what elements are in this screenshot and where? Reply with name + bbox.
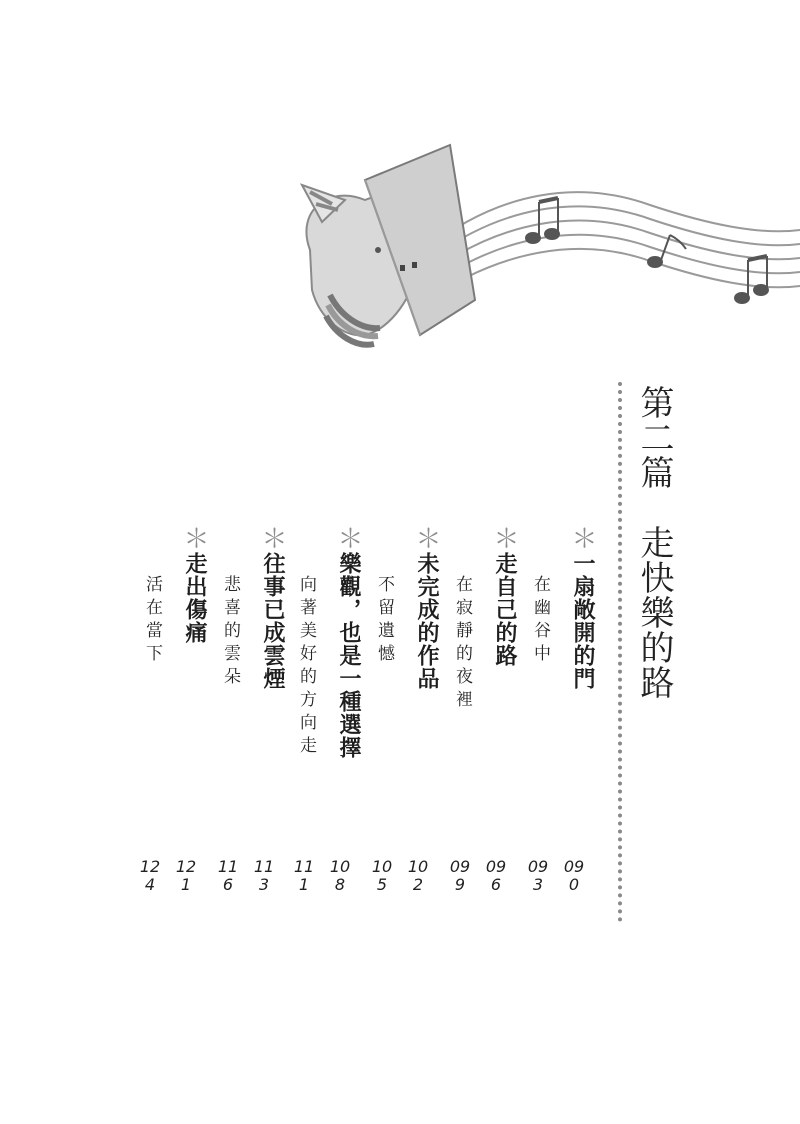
toc-entry-title: 走自己的路	[492, 552, 517, 667]
toc-subentry: 活在當下	[142, 575, 162, 667]
toc-subentry: 向著美好的方向走	[296, 575, 316, 759]
page-number: 108	[329, 857, 351, 894]
page-number: 124	[139, 857, 161, 894]
toc-entry	[486, 525, 523, 667]
page-number: 113	[253, 857, 275, 894]
toc-entry-title: 一扇敞開的門	[570, 552, 595, 690]
page-number: 111	[293, 857, 315, 894]
page-number: 105	[371, 857, 393, 894]
page-number: 121	[175, 857, 197, 894]
asterisk-icon: ＊	[489, 525, 519, 552]
toc-entry-title: 樂觀，也是一種選擇	[336, 552, 361, 759]
page-number: 090	[563, 857, 585, 894]
page-number: 102	[407, 857, 429, 894]
asterisk-icon: ＊	[567, 525, 597, 552]
music-staff	[425, 192, 800, 302]
toc-entry	[176, 525, 213, 644]
toc-entry	[564, 525, 601, 690]
page-number: 099	[449, 857, 471, 894]
elephant-music-illustration	[250, 130, 800, 370]
page-number: 116	[217, 857, 239, 894]
toc-entry	[408, 525, 445, 690]
asterisk-icon: ＊	[411, 525, 441, 552]
toc-subentry: 在寂靜的夜裡	[452, 575, 472, 713]
toc-entry-title: 走出傷痛	[182, 552, 207, 644]
toc-subentry: 悲喜的雲朵	[220, 575, 240, 690]
toc-entry	[254, 525, 291, 690]
toc-entry-title: 未完成的作品	[414, 552, 439, 690]
asterisk-icon: ＊	[179, 525, 209, 552]
toc-subentry: 在幽谷中	[530, 575, 550, 667]
part-title: 第二篇 走快樂的路	[634, 385, 674, 700]
dotted-divider	[618, 382, 622, 922]
asterisk-icon: ＊	[333, 525, 363, 552]
elephant-icon	[302, 145, 475, 345]
toc-subentry: 不留遺憾	[374, 575, 394, 667]
toc-entry-title: 往事已成雲煙	[260, 552, 285, 690]
toc-entry	[330, 525, 367, 759]
asterisk-icon: ＊	[257, 525, 287, 552]
page-number: 096	[485, 857, 507, 894]
page-number: 093	[527, 857, 549, 894]
